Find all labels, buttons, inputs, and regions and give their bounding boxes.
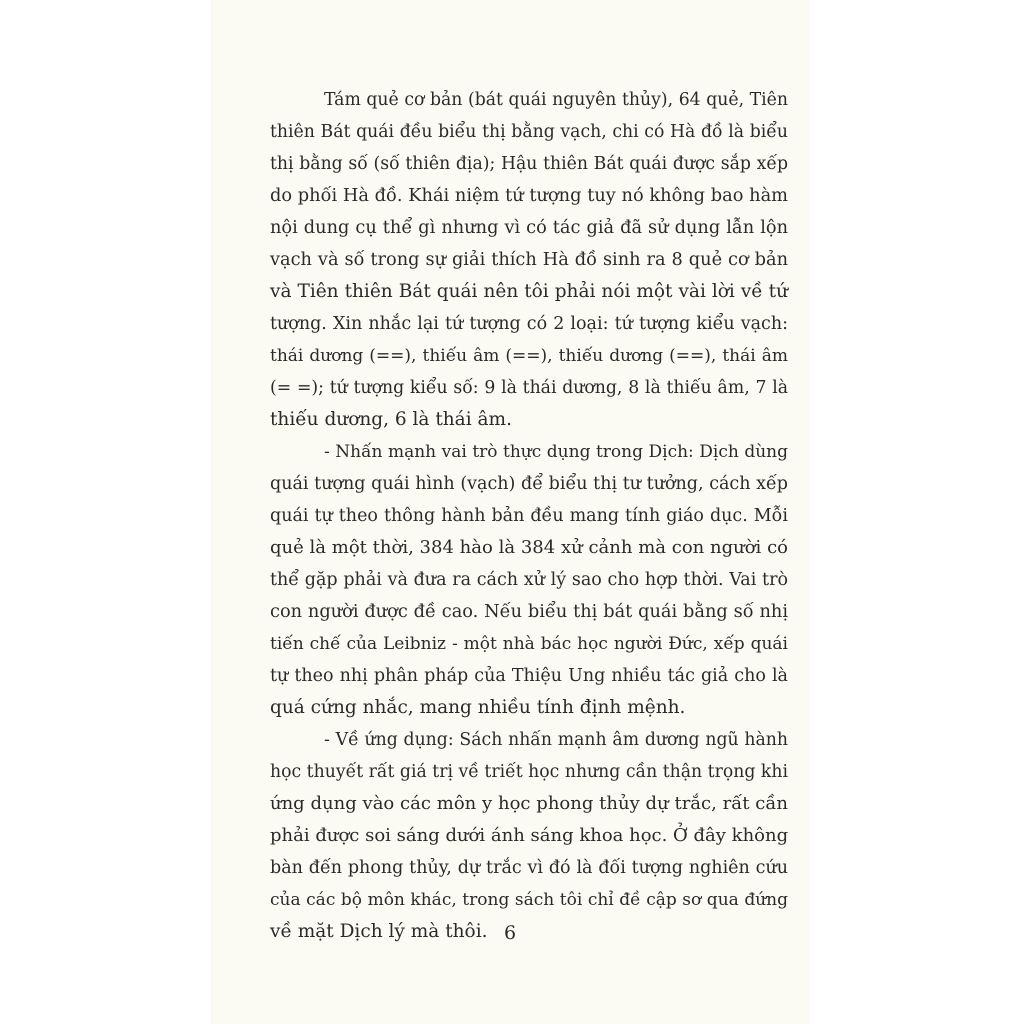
text-line: bàn đến phong thủy, dự trắc vì đó là đối tượng nghiên cứu [270,858,788,878]
text-line: nội dung cụ thể gì nhưng vì có tác giả đã sử dụng lẫn lộn [270,218,788,238]
text-line: thiếu dương, 6 là thái âm. [270,409,512,430]
text-line: thể gặp phải và đưa ra cách xử lý sao cho hợp thời. Vai trò [270,570,788,590]
text-line: quá cứng nhắc, mang nhiều tính định mệnh. [270,697,686,718]
text-line: tượng. Xin nhắc lại tứ tượng có 2 loại: tứ tượng kiểu vạch: [270,314,788,334]
text-line: thái dương (==), thiếu âm (==), thiếu dương (==), thái âm [270,346,788,366]
text-line: tiến chế của Leibniz - một nhà bác học người Đức, xếp quái [270,634,788,654]
book-page [212,0,808,1024]
text-line: của các bộ môn khác, trong sách tôi chỉ đề cập sơ qua đứng [270,890,788,910]
text-line: (= =); tứ tượng kiểu số: 9 là thái dương, 8 là thiếu âm, 7 là [270,378,788,398]
text-line: thiên Bát quái đều biểu thị bằng vạch, chi có Hà đồ là biểu [270,122,788,142]
text-line: thị bằng số (số thiên địa); Hậu thiên Bát quái được sắp xếp [270,154,788,174]
page-number: 6 [503,922,517,944]
text-line: vạch và số trong sự giải thích Hà đồ sinh ra 8 quẻ cơ bản [270,250,788,270]
paragraph-3 [270,724,788,948]
text-line: quái tự theo thông hành bản đều mang tính giáo dục. Mỗi [270,506,788,526]
text-line: phải được soi sáng dưới ánh sáng khoa học. Ở đây không [270,825,789,846]
text-line: con người được đề cao. Nếu biểu thị bát quái bằng số nhị [270,602,788,622]
text-line: - Nhấn mạnh vai trò thực dụng trong Dịch: Dịch dùng [324,442,788,462]
text-line: ứng dụng vào các môn y học phong thủy dự trắc, rất cần [270,793,788,814]
text-line: quái tượng quái hình (vạch) để biểu thị tư tưởng, cách xếp [270,474,788,494]
text-line: do phối Hà đồ. Khái niệm tứ tượng tuy nó không bao hàm [270,186,788,206]
paragraph-1 [270,84,788,436]
page-body [270,84,788,948]
text-line: và Tiên thiên Bát quái nên tôi phải nói một vài lời về tứ [270,281,788,302]
text-line: về mặt Dịch lý mà thôi. [270,921,488,942]
paragraph-2 [270,436,788,724]
text-line: học thuyết rất giá trị về triết học nhưng cần thận trọng khi [270,762,788,782]
text-line: Tám quẻ cơ bản (bát quái nguyên thủy), 64 quẻ, Tiên [324,90,788,110]
text-line: quẻ là một thời, 384 hào là 384 xử cảnh mà con người có [270,537,788,558]
text-line: tự theo nhị phân pháp của Thiệu Ung nhiều tác giả cho là [270,666,788,686]
text-line: - Về ứng dụng: Sách nhấn mạnh âm dương ngũ hành [324,730,788,750]
